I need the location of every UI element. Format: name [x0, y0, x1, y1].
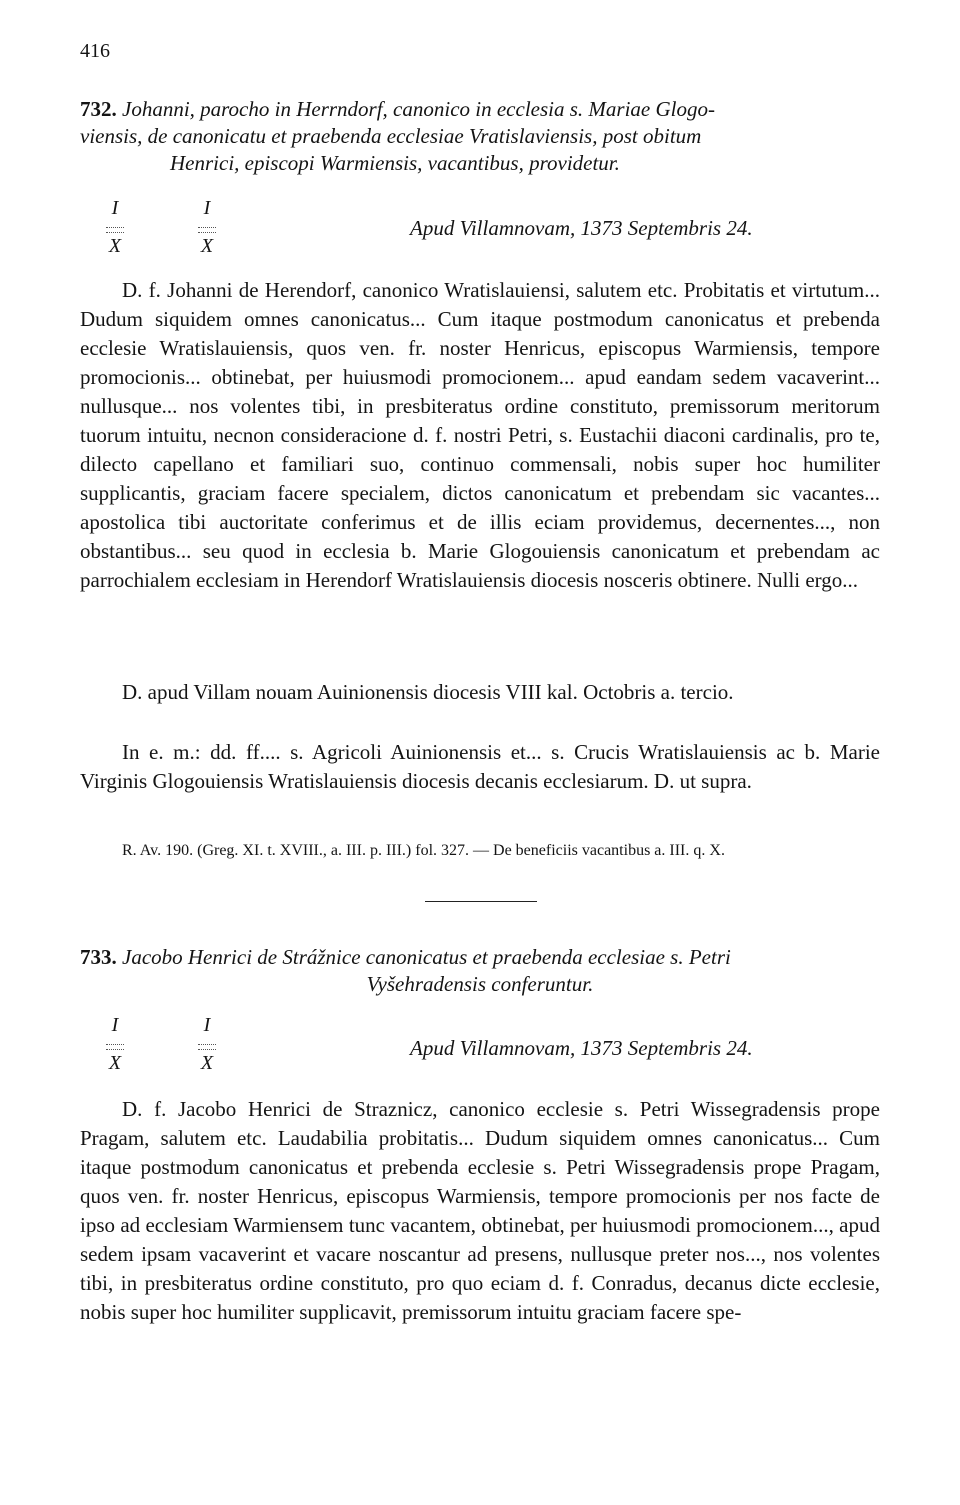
fraction-numerator: I	[111, 197, 119, 219]
entry-732-source-note: R. Av. 190. (Greg. XI. t. XVIII., a. III. p. III.) fol. 327. — De beneficiis vacantibus a. III. q. X.	[122, 842, 725, 859]
fraction-bar	[198, 1044, 216, 1050]
fraction-bar	[106, 227, 124, 233]
entry-732-executors: In e. m.: dd. ff.... s. Agricoli Auinionensis et... s. Crucis Wratislauiensis ac b. Marie Virginis Glogouiensis Wratislauiensis diocesis decanis ecclesiarum. D. ut supra.	[80, 740, 880, 793]
entry-733-heading	[80, 944, 880, 998]
entry-732-dateline: Apud Villamnovam, 1373 Septembris 24.	[410, 216, 753, 240]
entry-732-dating: D. apud Villam nouam Auinionensis diocesis VIII kal. Octobris a. tercio.	[122, 680, 734, 704]
fraction-numerator: I	[111, 1014, 119, 1036]
heading-line-1: Johanni, parocho in Herrndorf, canonico in ecclesia s. Mariae Glogo-	[122, 97, 715, 121]
entry-number: 732.	[80, 97, 117, 121]
entry-732-body: D. f. Johanni de Herendorf, canonico Wratislauiensi, salutem etc. Probitatis et virtutum... Dudum siquidem omnes canonicatus... Cum itaque postmodum canonicatus et prebenda ecclesie Wratislauiensis, quos ven. fr. noster Henricus, episcopus Warmiensis, tempore promocionis... obtinebat, per huiusmodi promocionem... apud eandam sedem vacaverint... nullusque... nos volentes tibi, in presbiteratus ordine constituto, premissorum meritorum tuorum intuitu, necnon consideracione d. f. nostri Petri, s. Eustachii diaconi cardinalis, pro te, dilecto capellano et familiari suo, continuo commensali, nobis super hoc humiliter supplicantis, graciam facere specialem, dictos canonicatum et prebendam sic vacantes... apostolica tibi auctoritate conferimus et de illis eciam providemus, decernentes..., non obstantibus... seu quod in ecclesia b. Marie Glogouiensis canonicatum et prebendam ac parrochialem ecclesiam in Herendorf Wratislauiensis diocesis nosceris obtinere. Nulli ergo...	[80, 278, 880, 592]
fraction-bar	[106, 1044, 124, 1050]
entry-732-heading	[80, 96, 880, 177]
fraction-left	[100, 197, 130, 258]
fraction-denominator: X	[200, 1052, 214, 1074]
heading-line-1: Jacobo Henrici de Strážnice canonicatus et praebenda ecclesiae s. Petri	[122, 945, 731, 969]
entry-733-fractions	[100, 1014, 260, 1094]
heading-line-3: Henrici, episcopi Warmiensis, vacantibus, providetur.	[170, 151, 620, 175]
fraction-right	[192, 197, 222, 258]
heading-line-2: viensis, de canonicatu et praebenda ecclesiae Vratislaviensis, post obitum	[80, 124, 702, 148]
entry-733-dateline: Apud Villamnovam, 1373 Septembris 24.	[410, 1036, 753, 1060]
fraction-bar	[198, 227, 216, 233]
fraction-numerator: I	[203, 1014, 211, 1036]
fraction-denominator: X	[200, 235, 214, 257]
entry-number: 733.	[80, 945, 117, 969]
fraction-left	[100, 1014, 130, 1075]
entry-732-fractions	[100, 197, 260, 277]
fraction-denominator: X	[108, 235, 122, 257]
page-number: 416	[80, 40, 110, 62]
fraction-right	[192, 1014, 222, 1075]
fraction-numerator: I	[203, 197, 211, 219]
heading-line-2: Vyšehradensis conferuntur.	[366, 972, 594, 996]
fraction-denominator: X	[108, 1052, 122, 1074]
separator-rule	[425, 901, 537, 902]
entry-733-body: D. f. Jacobo Henrici de Straznicz, canonico ecclesie s. Petri Wissegradensis prope Pragam, salutem etc. Laudabilia probitatis... Dudum siquidem omnes canonicatus... Cum itaque postmodum canonicatus et prebenda ecclesie s. Petri Wissegradensis prope Pragam, quos ven. fr. noster Henricus, episcopus Warmiensis, tempore promocionis per nos facte de ipso ad ecclesiam Warmiensem tunc vacantem, obtinebat, per huiusmodi promocionem..., apud sedem ipsam vacaverint et vacare noscantur ad presens, nullusque preter nos..., nos volentes tibi, in presbiteratus ordine constituto, pro quo eciam d. f. Conradus, decanus dicte ecclesie, nobis super hoc humiliter supplicavit, premissorum intuitu graciam facere spe-	[80, 1097, 880, 1324]
